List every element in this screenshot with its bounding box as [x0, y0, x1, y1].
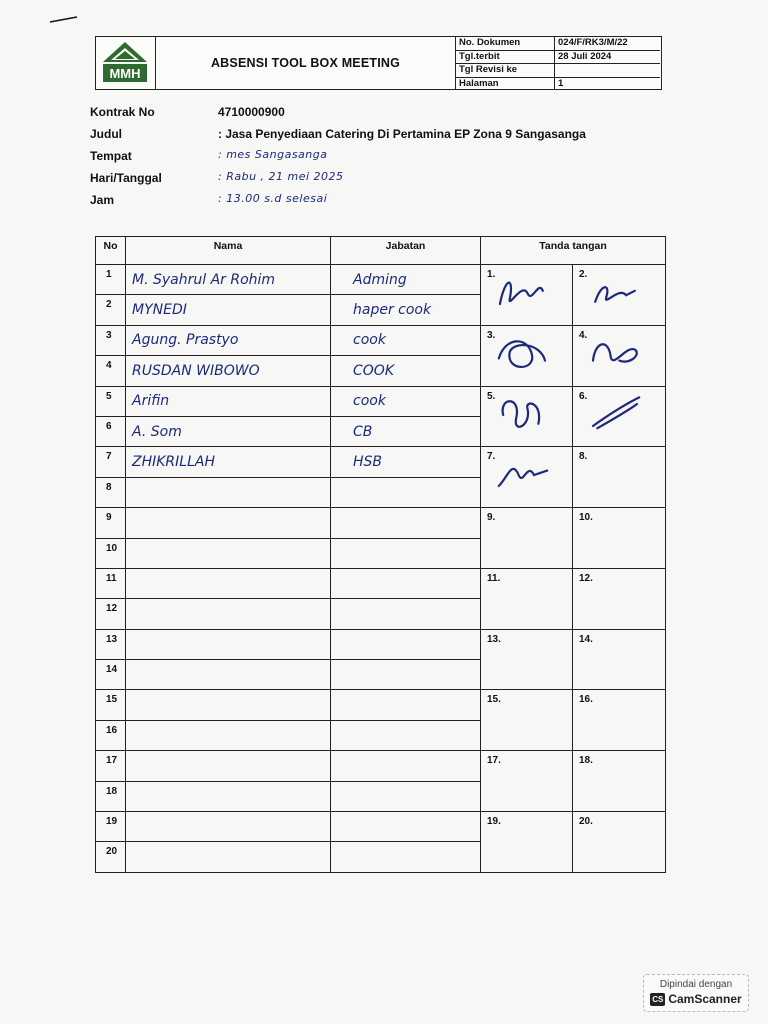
signature-cell	[481, 812, 573, 873]
attendee-role	[331, 781, 481, 811]
table-row	[96, 690, 666, 720]
signature-number: 4.	[579, 329, 588, 341]
attendee-role	[331, 842, 481, 872]
signature-number: 16.	[579, 694, 593, 706]
handwritten-signature	[493, 271, 553, 315]
table-row	[96, 265, 666, 295]
meta-value	[555, 64, 661, 78]
attendee-name	[126, 508, 331, 538]
meta-value: 1	[558, 77, 564, 89]
attendee-role: cook	[331, 325, 481, 355]
signature-number: 15.	[487, 694, 501, 706]
info-row-tempat	[90, 149, 670, 171]
signature-number: 19.	[487, 816, 501, 828]
row-number: 4	[96, 356, 126, 386]
attendee-role	[331, 508, 481, 538]
document-title: ABSENSI TOOL BOX MEETING	[156, 37, 456, 89]
info-row-hari	[90, 171, 670, 193]
row-number: 3	[96, 325, 126, 355]
signature-cell	[481, 325, 573, 386]
attendee-name	[126, 751, 331, 781]
attendee-name: A. Som	[126, 416, 331, 446]
signature-cell	[481, 568, 573, 629]
signature-number: 9.	[487, 512, 496, 524]
signature-cell	[573, 386, 666, 447]
jam-label: Jam	[90, 193, 115, 207]
row-number: 14	[96, 660, 126, 690]
attendee-name: M. Syahrul Ar Rohim	[126, 265, 331, 295]
col-header-tanda-tangan: Tanda tangan	[481, 237, 666, 265]
meta-row	[456, 37, 660, 50]
signature-number: 10.	[579, 512, 593, 524]
handwritten-signature	[493, 332, 553, 376]
signature-number: 2.	[579, 269, 588, 280]
table-row	[96, 568, 666, 598]
camscanner-icon: CS	[652, 994, 664, 1004]
signature-number: 13.	[487, 633, 501, 645]
attendee-role	[331, 568, 481, 598]
signature-number: 3.	[487, 329, 496, 341]
row-number: 7	[96, 447, 126, 477]
row-number: 11	[96, 568, 126, 598]
signature-cell	[573, 629, 666, 690]
attendance-header-row	[96, 237, 666, 265]
signature-cell	[481, 447, 573, 508]
attendee-name	[126, 690, 331, 720]
attendee-name	[126, 812, 331, 842]
signature-number: 1.	[487, 269, 496, 280]
row-number: 1	[96, 265, 126, 295]
row-number: 6	[96, 416, 126, 446]
attendee-role: CB	[331, 416, 481, 446]
hari-label: Hari/Tanggal	[90, 171, 162, 185]
attendee-role	[331, 477, 481, 507]
meta-row	[456, 64, 660, 78]
table-row	[96, 508, 666, 538]
signature-cell	[481, 629, 573, 690]
row-number: 20	[96, 842, 126, 872]
signature-number: 14.	[579, 633, 593, 645]
info-row-judul	[90, 127, 670, 149]
row-number: 19	[96, 812, 126, 842]
table-row	[96, 386, 666, 416]
handwritten-signature	[585, 332, 645, 376]
attendee-role	[331, 538, 481, 568]
row-number: 17	[96, 751, 126, 781]
signature-cell	[481, 690, 573, 751]
attendee-role: COOK	[331, 356, 481, 386]
meta-row	[456, 77, 660, 90]
attendee-name	[126, 720, 331, 750]
handwritten-signature	[585, 271, 645, 315]
row-number: 9	[96, 508, 126, 538]
meta-label: Tgl.terbit	[456, 50, 555, 64]
signature-cell	[573, 508, 666, 569]
attendee-name: RUSDAN WIBOWO	[126, 356, 331, 386]
badge-brand	[644, 992, 748, 1006]
handwritten-signature	[585, 393, 645, 437]
camscanner-badge	[643, 974, 749, 1012]
kontrak-label: Kontrak No	[90, 105, 155, 119]
attendee-role: Adming	[331, 265, 481, 295]
signature-number: 5.	[487, 390, 496, 402]
attendee-name	[126, 781, 331, 811]
table-row	[96, 325, 666, 355]
col-header-nama: Nama	[126, 237, 331, 265]
attendee-name	[126, 477, 331, 507]
row-number: 2	[96, 295, 126, 325]
col-header-no: No	[96, 237, 126, 265]
judul-value: : Jasa Penyediaan Catering Di Pertamina EP Zona 9 Sangasanga	[218, 127, 586, 141]
meta-label: Tgl Revisi ke	[456, 64, 555, 78]
attendee-role	[331, 812, 481, 842]
document-meta-table	[456, 37, 660, 90]
badge-brand-name: CamScanner	[668, 992, 742, 1006]
signature-cell	[573, 690, 666, 751]
table-row	[96, 812, 666, 842]
signature-number: 12.	[579, 572, 593, 584]
attendee-name	[126, 660, 331, 690]
attendee-name	[126, 599, 331, 629]
row-number: 18	[96, 781, 126, 811]
signature-cell	[481, 265, 573, 326]
attendee-name	[126, 629, 331, 659]
handwritten-signature	[493, 393, 553, 437]
row-number: 10	[96, 538, 126, 568]
row-number: 16	[96, 720, 126, 750]
meeting-info	[90, 105, 670, 215]
badge-caption: Dipindai dengan	[659, 979, 733, 990]
tempat-label: Tempat	[90, 149, 132, 163]
attendee-role	[331, 599, 481, 629]
col-header-jabatan: Jabatan	[331, 237, 481, 265]
table-row	[96, 629, 666, 659]
attendee-role: cook	[331, 386, 481, 416]
signature-number: 8.	[579, 451, 588, 463]
attendee-name: MYNEDI	[126, 295, 331, 325]
attendee-role	[331, 629, 481, 659]
judul-label: Judul	[90, 127, 122, 141]
attendee-name: Arifin	[126, 386, 331, 416]
svg-text:MMH: MMH	[109, 66, 141, 81]
meta-label: No. Dokumen	[456, 37, 555, 50]
meta-label: Halaman	[456, 77, 555, 90]
table-row	[96, 447, 666, 477]
attendee-name	[126, 842, 331, 872]
attendance-table	[95, 236, 666, 873]
meta-row	[456, 50, 660, 64]
document-header	[95, 36, 662, 90]
signature-cell	[573, 265, 666, 326]
signature-number: 7.	[487, 451, 496, 463]
company-logo	[96, 37, 156, 89]
row-number: 13	[96, 629, 126, 659]
attendee-name: ZHIKRILLAH	[126, 447, 331, 477]
signature-number: 17.	[487, 755, 501, 767]
row-number: 12	[96, 599, 126, 629]
signature-cell	[573, 812, 666, 873]
info-row-jam	[90, 193, 670, 215]
attendee-name	[126, 538, 331, 568]
signature-cell	[481, 751, 573, 812]
signature-cell	[573, 751, 666, 812]
signature-cell	[481, 508, 573, 569]
signature-number: 6.	[579, 390, 588, 402]
kontrak-value: 4710000900	[218, 105, 285, 119]
table-row	[96, 751, 666, 781]
tempat-value: : mes Sangasanga	[218, 148, 328, 161]
attendee-name: Agung. Prastyo	[126, 325, 331, 355]
attendee-role	[331, 690, 481, 720]
attendee-role	[331, 751, 481, 781]
row-number: 8	[96, 477, 126, 507]
signature-number: 11.	[487, 572, 501, 584]
pen-stroke-mark	[49, 16, 79, 24]
attendee-role	[331, 720, 481, 750]
logo-house-icon	[99, 40, 151, 86]
signature-number: 18.	[579, 755, 593, 767]
row-number: 15	[96, 690, 126, 720]
signature-cell	[573, 447, 666, 508]
info-row-kontrak	[90, 105, 670, 127]
row-number: 5	[96, 386, 126, 416]
signature-cell	[573, 325, 666, 386]
meta-value: 28 Juli 2024	[555, 50, 661, 64]
attendee-role: HSB	[331, 447, 481, 477]
attendee-role: haper cook	[331, 295, 481, 325]
meta-value: 024/F/RK3/M/22	[555, 37, 661, 50]
signature-cell	[573, 568, 666, 629]
hari-value: : Rabu , 21 mei 2025	[218, 170, 344, 183]
attendee-name	[126, 568, 331, 598]
attendee-role	[331, 660, 481, 690]
signature-number: 20.	[579, 816, 593, 828]
handwritten-signature	[493, 453, 553, 497]
signature-cell	[481, 386, 573, 447]
jam-value: : 13.00 s.d selesai	[218, 192, 328, 205]
